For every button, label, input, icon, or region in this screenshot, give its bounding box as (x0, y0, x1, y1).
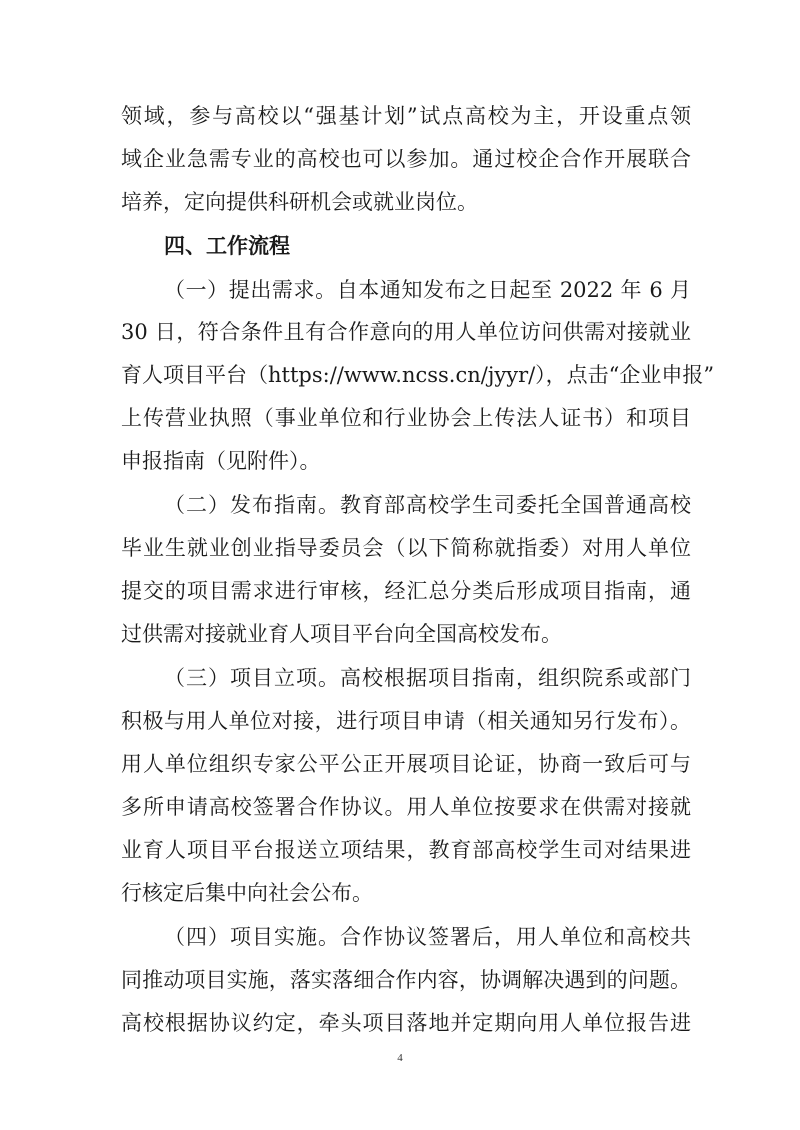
body-text-span: 合作协议签署后，用人单位和高校共 (340, 925, 691, 949)
paragraph-title: （四）项目实施。 (164, 925, 340, 949)
paragraph-1-first-line (164, 275, 691, 305)
body-text-span: 高校根据项目指南，组织院系或部门 (340, 666, 691, 690)
body-text-line: 毕业生就业创业指导委员会（以下简称就指委）对用人单位 (121, 536, 691, 560)
body-text-line: 业育人项目平台报送立项结果，教育部高校学生司对结果进 (121, 838, 691, 862)
body-text-line: 培养，定向提供科研机会或就业岗位。 (121, 190, 478, 214)
body-text-line: 行核定后集中向社会公布。 (121, 881, 373, 905)
body-text-line: 过供需对接就业育人项目平台向全国高校发布。 (121, 622, 562, 646)
body-text-line: 积极与用人单位对接，进行项目申请（相关通知另行发布）。 (121, 709, 691, 733)
body-text-line: 高校根据协议约定，牵头项目落地并定期向用人单位报告进 (121, 1011, 691, 1035)
body-text-line: 提交的项目需求进行审核，经汇总分类后形成项目指南，通 (121, 579, 691, 603)
body-text-span: 教育部高校学生司委托全国普通高校 (340, 493, 691, 517)
paragraph-title: （一）提出需求。 (164, 278, 337, 302)
body-text-line: 领域，参与高校以“强基计划”试点高校为主，开设重点领 (121, 104, 691, 128)
body-text-line: 域企业急需专业的高校也可以参加。通过校企合作开展联合 (121, 147, 691, 171)
body-text-line: 同推动项目实施，落实落细合作内容，协调解决遇到的问题。 (121, 968, 691, 992)
body-text-line: 上传营业执照（事业单位和行业协会上传法人证书）和项目 (121, 406, 691, 430)
body-text-line: 多所申请高校签署合作协议。用人单位按要求在供需对接就 (121, 795, 691, 819)
body-text-line: 用人单位组织专家公平公正开展项目论证，协商一致后可与 (121, 752, 691, 776)
paragraph-title: （三）项目立项。 (164, 666, 340, 690)
body-text-line: 申报指南（见附件）。 (121, 449, 321, 473)
body-text-line: 30 日，符合条件且有合作意向的用人单位访问供需对接就业 (121, 320, 691, 344)
paragraph-3-first-line (164, 663, 691, 693)
paragraph-title: （二）发布指南。 (164, 493, 340, 517)
page-number: 4 (397, 1052, 403, 1064)
paragraph-4-first-line (164, 922, 691, 952)
body-text-span: 自本通知发布之日起至 2022 年 6 月 (336, 278, 692, 302)
section-heading: 四、工作流程 (164, 234, 290, 258)
paragraph-2-first-line (164, 490, 691, 520)
body-text-line: 育人项目平台（https://www.ncss.cn/jyyr/），点击“企业申报” (121, 363, 715, 387)
